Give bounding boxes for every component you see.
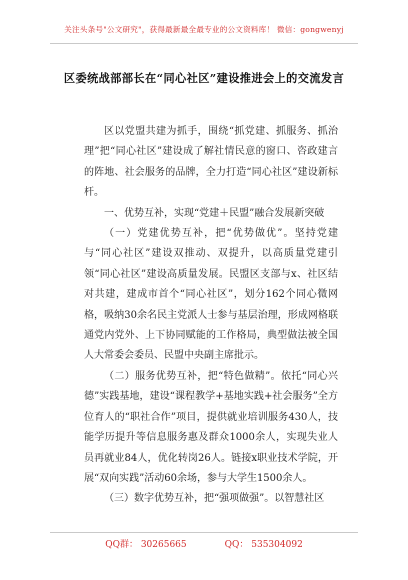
footer-qq-group: QQ群： 30265665 bbox=[105, 540, 187, 550]
section-heading-1: 一、优势互补，实现“党建＋民盟”融合发展新突破 bbox=[104, 207, 325, 219]
document-body bbox=[84, 122, 338, 510]
document-title: 区委统战部部长在“同心社区”建设推进会上的交流发言 bbox=[63, 71, 345, 85]
header-divider bbox=[50, 43, 358, 44]
footer-contact bbox=[0, 537, 408, 550]
footer-qq: QQ： 535304092 bbox=[224, 540, 303, 550]
header-banner: 关注头条号"公文研究"，获得最新最全最专业的公文资料库！ 微信：gongwenyj bbox=[64, 25, 344, 34]
paragraph-service: （二）服务优势互补，把“特色做精”。依托“同心兴德”实践基地，建设“课程教学+基地实践+社会服务”全方位育人的“职社合作”项目，提供就业培训服务430人，技能学历提升等信息服务惠及群众1000余人，实现失业人员再就业84人，优化转岗26人。链接x职业技术学院，开展“双向实践”活动60余场，参与大学生1500余人。 bbox=[84, 370, 338, 484]
footer-divider bbox=[50, 532, 358, 533]
paragraph-party-building: （一）党建优势互补，把“优势做优”。坚持党建与“同心社区”建设双推动、双提升，以高质量党建引领“同心社区”建设高质量发展。民盟区支部与x、社区结对共建，建成市首个“同心社区”，划分162个同心微网格，吸纳30余名民主党派人士参与基层治理，形成网格联通党内党外、上下协同赋能的工作格局，典型做法被全国人大常委会委员、民盟中央副主席批示。 bbox=[84, 228, 338, 362]
paragraph-intro: 区以党盟共建为抓手，围绕“抓党建、抓服务、抓治理”把“同心社区”建设成了解社情民意的窗口、咨政建言的阵地、社会服务的品牌，全力打造“同心社区”建设新标杆。 bbox=[84, 126, 338, 199]
paragraph-digital: （三）数字优势互补，把“强项做强”。以智慧社区 bbox=[104, 493, 325, 505]
